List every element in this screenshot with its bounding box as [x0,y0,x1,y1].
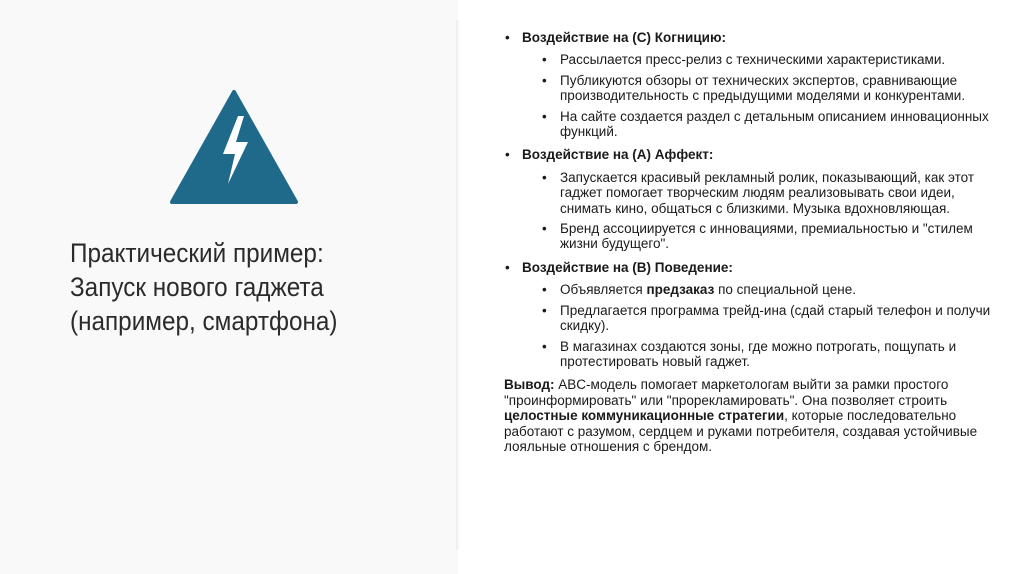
section-heading: Воздействие на (B) Поведение: [522,259,733,275]
section-heading: Воздействие на (A) Аффект: [522,147,714,163]
conclusion [504,377,994,454]
list-item-text: На сайте создается раздел с детальным описанием инновационных функций. [560,108,989,140]
bullet-icon: • [505,30,510,45]
bullet-icon: • [542,108,547,124]
warning-triangle-lightning-icon [168,88,300,206]
list-item [522,52,994,67]
bullet-icon: • [542,221,547,237]
list-item [522,73,994,104]
title-line-3: (например, смартфона) [70,306,338,336]
list-item [522,221,994,252]
list-item-text: Предлагается программа трейд-ина (сдай старый телефон и получи скидку). [560,302,991,334]
list-item-text: Бренд ассоциируется с инновациями, премиальностью и "стилем жизни будущего". [560,221,973,252]
list-item [522,170,994,216]
bullet-icon: • [505,147,510,163]
bullet-icon: • [542,338,547,354]
bullet-icon: • [542,72,547,88]
section-heading: Воздействие на (C) Когницию: [522,30,726,45]
content-body [504,30,994,454]
bullet-icon: • [542,282,547,298]
list-item [522,109,994,140]
list-item-text: В магазинах создаются зоны, где можно потрогать, пощупать и протестировать новый гаджет. [560,338,957,369]
section-behavior [504,260,994,369]
list-item-text: Публикуются обзоры от технических экспертов, сравнивающие производительность с предыдущими моделями и конкурентами. [560,72,966,104]
bullet-icon: • [505,259,510,275]
list-item-bold: предзаказ [646,282,715,298]
title-line-1: Практический пример: [70,238,324,268]
bullet-icon: • [542,169,547,185]
list-item [522,339,994,370]
conclusion-label: Вывод: [504,377,555,393]
title-line-2: Запуск нового гаджета [70,272,324,302]
list-item [522,282,994,297]
section-affect [504,147,994,251]
list-item-text: Запускается красивый рекламный ролик, показывающий, как этот гаджет помогает творческим людям реализовывать свои идеи, снимать кино, общаться с близкими. Музыка вдохновляющая. [560,169,975,216]
conclusion-bold: целостные коммуникационные стратегии [504,408,785,424]
bullet-icon: • [542,302,547,318]
divider [456,20,460,550]
list-item-text-before: Объявляется [560,282,647,298]
bullet-icon: • [542,52,547,68]
conclusion-text-1: ABC-модель помогает маркетологам выйти за рамки простого "проинформировать" или "прорекламировать". Она позволяет строить [504,377,949,408]
conclusion-text-2: , которые последовательно работают с разумом, сердцем и руками потребителя, создавая устойчивые лояльные отношения с брендом. [504,408,978,454]
section-cognition [504,30,994,139]
list-item-text: Рассылается пресс-релиз с техническими характеристиками. [560,52,946,68]
list-item [522,303,994,334]
list-item-text-after: по специальной цене. [714,282,856,298]
page-title [70,236,412,338]
